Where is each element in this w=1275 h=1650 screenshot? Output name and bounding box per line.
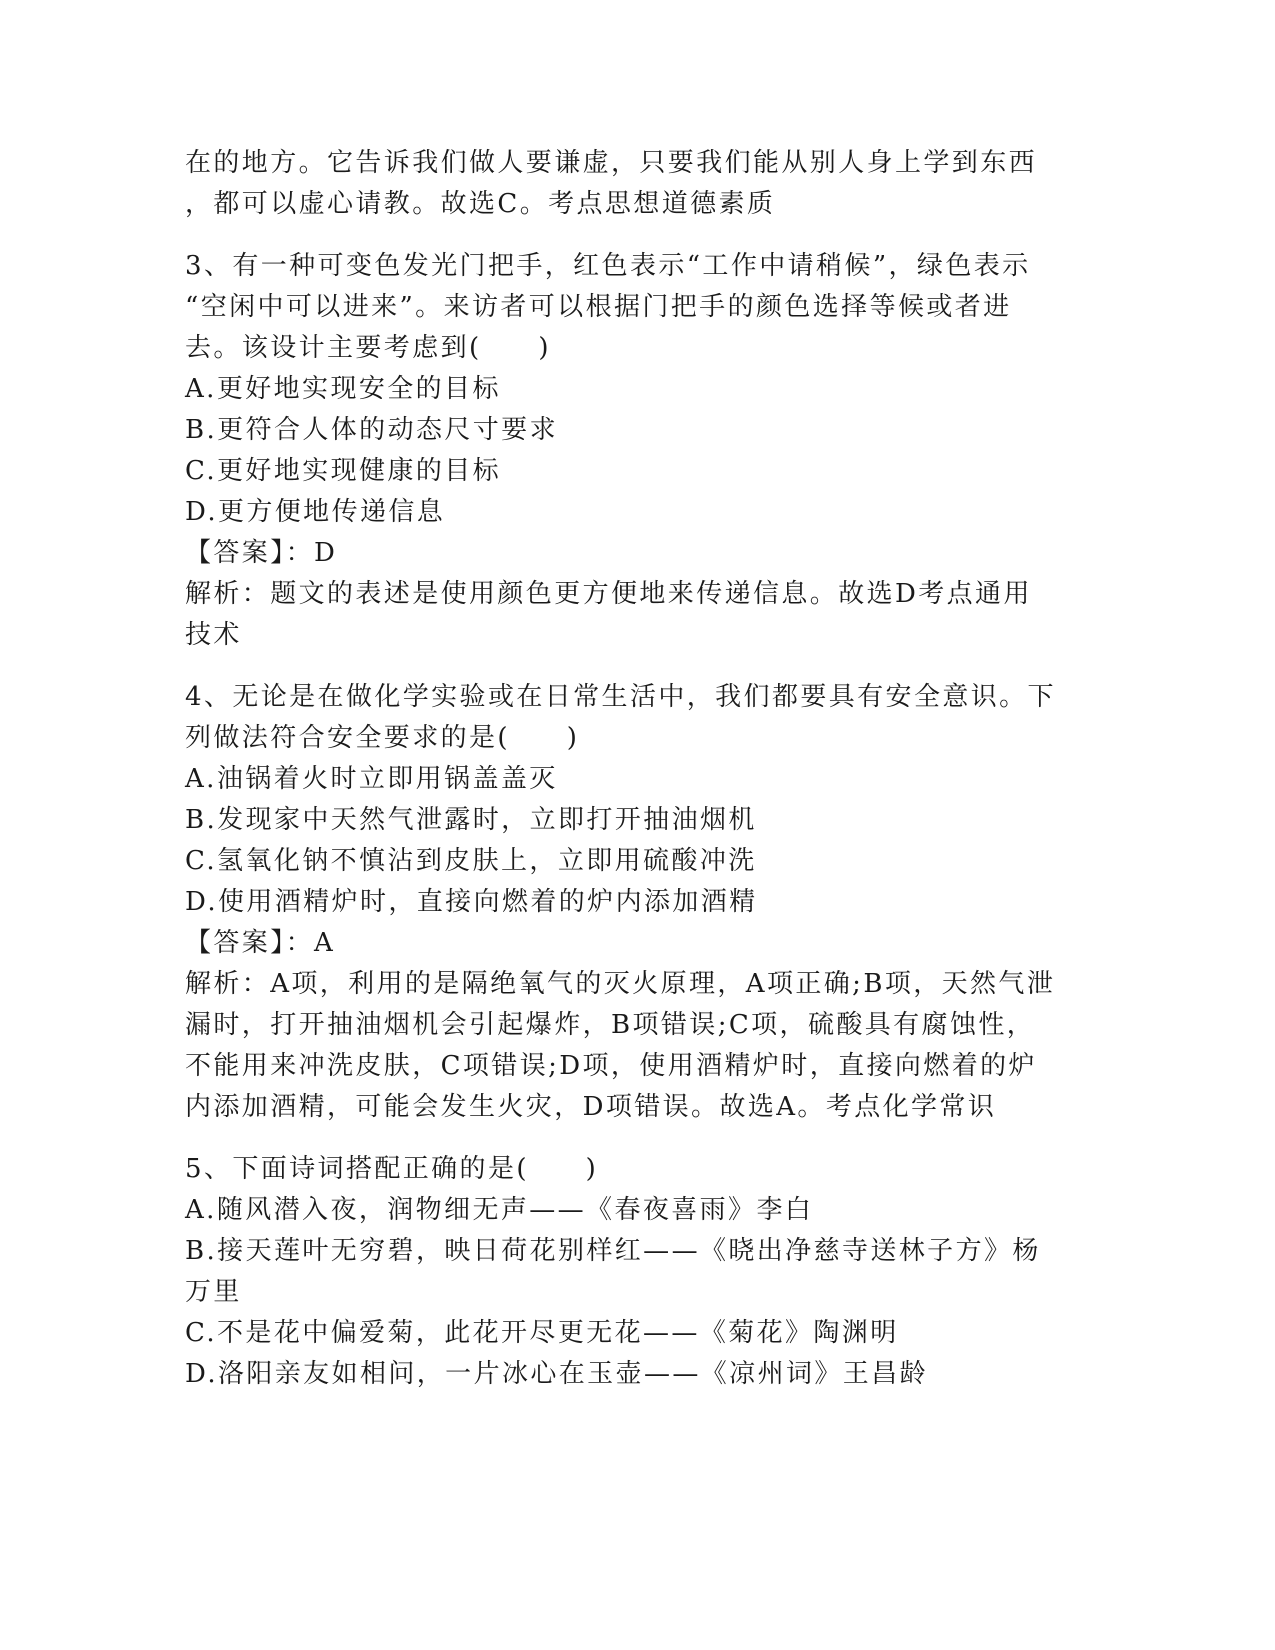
question-4-analysis-line: 解析：A项，利用的是隔绝氧气的灭火原理，A项正确;B项，天然气泄 — [185, 969, 1056, 999]
question-4-option-d: D.使用酒精炉时，直接向燃着的炉内添加酒精 — [185, 887, 758, 917]
continuation-line: ，都可以虚心请教。故选C。考点思想道德素质 — [185, 189, 776, 219]
question-3-stem-line: 3、有一种可变色发光门把手，红色表示“工作中请稍候”，绿色表示 — [185, 251, 1031, 281]
question-4-analysis-line: 漏时，打开抽油烟机会引起爆炸，B项错误;C项，硫酸具有腐蚀性， — [185, 1010, 1036, 1040]
question-4-analysis-line: 内添加酒精，可能会发生火灾，D项错误。故选A。考点化学常识 — [185, 1092, 997, 1122]
question-3-analysis-line: 解析：题文的表述是使用颜色更方便地来传递信息。故选D考点通用 — [185, 579, 1032, 609]
question-3-analysis-line: 技术 — [185, 620, 242, 650]
question-3-option-b: B.更符合人体的动态尺寸要求 — [185, 415, 558, 445]
question-3-option-c: C.更好地实现健康的目标 — [185, 456, 502, 486]
question-4-stem-line: 列做法符合安全要求的是( ) — [185, 723, 580, 753]
continuation-line: 在的地方。它告诉我们做人要谦虚，只要我们能从别人身上学到东西 — [185, 148, 1038, 178]
question-3-stem-line: “空闲中可以进来”。来访者可以根据门把手的颜色选择等候或者进 — [185, 292, 1012, 322]
question-3-answer: 【答案】：D — [185, 538, 338, 568]
question-5-option-a: A.随风潜入夜，润物细无声——《春夜喜雨》李白 — [185, 1195, 814, 1225]
question-5-option-c: C.不是花中偏爱菊，此花开尽更无花——《菊花》陶渊明 — [185, 1318, 899, 1348]
question-3-option-d: D.更方便地传递信息 — [185, 497, 446, 527]
question-5-option-b-continued: 万里 — [185, 1277, 242, 1307]
question-4-answer: 【答案】：A — [185, 928, 336, 958]
question-4-option-a: A.油锅着火时立即用锅盖盖灭 — [185, 764, 558, 794]
question-3-stem-line: 去。该设计主要考虑到( ) — [185, 333, 551, 363]
question-5-option-d: D.洛阳亲友如相问，一片冰心在玉壶——《凉州词》王昌龄 — [185, 1359, 928, 1389]
question-4-stem-line: 4、无论是在做化学实验或在日常生活中，我们都要具有安全意识。下 — [185, 682, 1056, 712]
question-5-stem-line: 5、下面诗词搭配正确的是( ) — [185, 1154, 599, 1184]
question-3-option-a: A.更好地实现安全的目标 — [185, 374, 501, 404]
question-5-option-b: B.接天莲叶无穷碧，映日荷花别样红——《晓出净慈寺送林子方》杨 — [185, 1236, 1041, 1266]
question-4-option-b: B.发现家中天然气泄露时，立即打开抽油烟机 — [185, 805, 757, 835]
question-4-option-c: C.氢氧化钠不慎沾到皮肤上，立即用硫酸冲洗 — [185, 846, 757, 876]
question-4-analysis-line: 不能用来冲洗皮肤，C项错误;D项，使用酒精炉时，直接向燃着的炉 — [185, 1051, 1037, 1081]
